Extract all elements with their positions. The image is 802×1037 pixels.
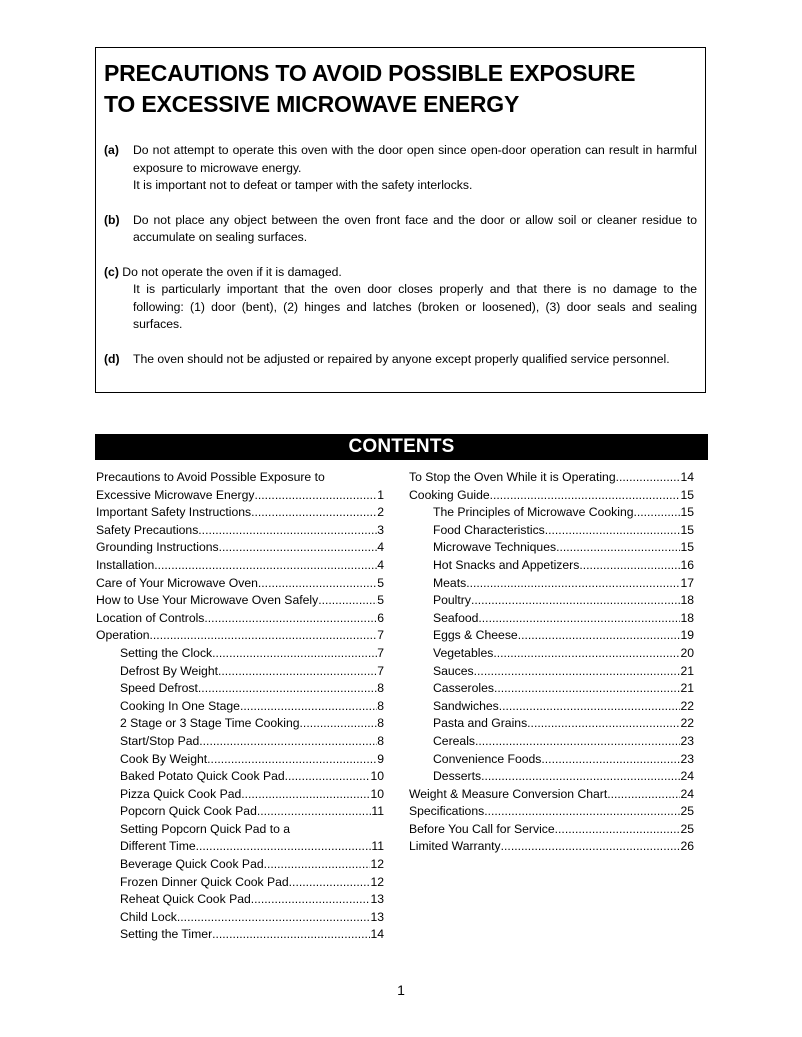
toc-entry-title: Food Characteristics xyxy=(433,522,545,537)
toc-entry-title: Cooking Guide xyxy=(409,487,490,502)
toc-entry-title: Different Time xyxy=(120,839,196,854)
toc-entry[interactable] xyxy=(96,751,384,769)
toc-entry-page: 1 xyxy=(377,487,384,502)
toc-dot-leader xyxy=(527,715,680,733)
toc-entry-title: Popcorn Quick Cook Pad xyxy=(120,804,257,819)
toc-entry-title: Beverage Quick Cook Pad xyxy=(120,857,264,872)
precaution-text: Do not attempt to operate this oven with the door open since open-door operation can result in harmful exposure to microwave energy. xyxy=(133,143,697,175)
toc-dot-leader xyxy=(198,680,377,698)
toc-dot-leader xyxy=(199,733,377,751)
precaution-label: (c) xyxy=(104,264,119,279)
toc-entry-page: 12 xyxy=(370,874,384,889)
toc-entry-title: Setting the Timer xyxy=(120,927,213,942)
toc-entry[interactable] xyxy=(96,768,384,786)
toc-dot-leader xyxy=(241,786,370,804)
toc-entry[interactable] xyxy=(409,698,694,716)
toc-dot-leader xyxy=(634,504,681,522)
toc-entry-page: 3 xyxy=(377,522,384,537)
toc-entry-page: 26 xyxy=(680,839,694,854)
toc-dot-leader xyxy=(204,610,377,628)
toc-entry-page: 19 xyxy=(680,628,694,643)
toc-entry-page: 8 xyxy=(377,681,384,696)
toc-dot-leader xyxy=(212,645,377,663)
toc-dot-leader xyxy=(471,592,681,610)
toc-entry-title: How to Use Your Microwave Oven Safely xyxy=(96,593,319,608)
toc-entry[interactable] xyxy=(96,645,384,663)
contents-heading: CONTENTS xyxy=(95,434,708,460)
toc-right-column xyxy=(409,469,694,856)
toc-entry-page: 14 xyxy=(370,927,384,942)
toc-entry[interactable] xyxy=(96,803,384,821)
toc-entry-page: 21 xyxy=(680,663,694,678)
toc-dot-leader xyxy=(579,557,680,575)
toc-entry-title: Care of Your Microwave Oven xyxy=(96,575,258,590)
toc-dot-leader xyxy=(257,803,372,821)
toc-entry-title: Sandwiches xyxy=(433,698,499,713)
precautions-box xyxy=(95,47,706,393)
toc-entry-title: Pasta and Grains xyxy=(433,716,528,731)
toc-entry[interactable] xyxy=(409,768,694,786)
toc-entry[interactable] xyxy=(96,926,384,944)
toc-dot-leader xyxy=(499,698,681,716)
toc-dot-leader xyxy=(484,803,680,821)
toc-entry[interactable] xyxy=(409,487,694,505)
toc-entry-title: Setting the Clock xyxy=(120,645,213,660)
toc-dot-leader xyxy=(466,575,680,593)
toc-entry[interactable] xyxy=(409,680,694,698)
toc-entry-title: Casseroles xyxy=(433,681,494,696)
precaution-label: (a) xyxy=(104,143,119,157)
precaution-text: Do not place any object between the oven front face and the door or allow soil or cleaner residue to accumulate on sealing surfaces. xyxy=(133,212,697,244)
toc-dot-leader xyxy=(481,768,680,786)
toc-entry[interactable] xyxy=(409,557,694,575)
toc-entry[interactable] xyxy=(409,803,694,821)
toc-entry-title: Reheat Quick Cook Pad xyxy=(120,892,251,907)
toc-dot-leader xyxy=(493,645,680,663)
toc-entry[interactable] xyxy=(96,663,384,681)
toc-entry-title: Sauces xyxy=(433,663,474,678)
toc-entry-title: Setting Popcorn Quick Pad to a xyxy=(120,821,291,836)
toc-entry[interactable] xyxy=(409,522,694,540)
toc-entry-page: 24 xyxy=(680,786,694,801)
toc-entry-page: 8 xyxy=(377,698,384,713)
toc-entry[interactable] xyxy=(409,786,694,804)
toc-entry[interactable] xyxy=(409,645,694,663)
toc-dot-leader xyxy=(494,680,680,698)
toc-entry-title: Baked Potato Quick Cook Pad xyxy=(120,769,285,784)
toc-dot-leader xyxy=(258,575,377,593)
toc-entry[interactable] xyxy=(96,715,384,733)
toc-entry-page: 23 xyxy=(680,733,694,748)
toc-entry[interactable] xyxy=(96,874,384,892)
toc-entry[interactable] xyxy=(96,627,384,645)
toc-entry-page: 10 xyxy=(370,769,384,784)
toc-dot-leader xyxy=(212,926,370,944)
toc-entry[interactable] xyxy=(96,469,384,487)
toc-entry[interactable] xyxy=(409,610,694,628)
toc-entry-page: 22 xyxy=(680,716,694,731)
toc-entry[interactable] xyxy=(96,610,384,628)
toc-entry[interactable] xyxy=(96,680,384,698)
toc-dot-leader xyxy=(255,487,378,505)
toc-entry-page: 13 xyxy=(370,892,384,907)
toc-entry[interactable] xyxy=(96,575,384,593)
toc-dot-leader xyxy=(518,627,681,645)
toc-entry[interactable] xyxy=(96,487,384,505)
toc-entry-title: Installation xyxy=(96,557,155,572)
precaution-item-c xyxy=(104,264,697,334)
toc-dot-leader xyxy=(300,715,378,733)
toc-entry-page: 4 xyxy=(377,540,384,555)
toc-entry[interactable] xyxy=(96,821,384,839)
precaution-item-b xyxy=(104,212,697,247)
toc-entry-title: Hot Snacks and Appetizers xyxy=(433,557,580,572)
toc-entry[interactable] xyxy=(409,627,694,645)
precaution-label: (b) xyxy=(104,212,120,227)
precaution-text: Do not operate the oven if it is damaged. xyxy=(122,264,342,279)
toc-entry-page: 4 xyxy=(377,557,384,572)
toc-dot-leader xyxy=(198,522,377,540)
precaution-item-a xyxy=(104,142,697,195)
toc-entry-page: 11 xyxy=(371,804,384,819)
toc-entry-page: 21 xyxy=(680,681,694,696)
toc-entry[interactable] xyxy=(96,557,384,575)
toc-entry-title: Frozen Dinner Quick Cook Pad xyxy=(120,874,289,889)
toc-entry-title: Precautions to Avoid Possible Exposure to xyxy=(96,470,325,484)
toc-entry-page: 8 xyxy=(377,716,384,731)
toc-entry-title: Limited Warranty xyxy=(409,839,501,854)
toc-dot-leader xyxy=(150,627,378,645)
toc-entry-title: The Principles of Microwave Cooking xyxy=(433,505,634,520)
toc-entry-page: 25 xyxy=(680,821,694,836)
toc-entry-page: 24 xyxy=(680,769,694,784)
toc-entry-page: 5 xyxy=(377,593,384,608)
toc-entry-page: 17 xyxy=(680,575,694,590)
toc-entry[interactable] xyxy=(96,786,384,804)
toc-entry-page: 18 xyxy=(680,610,694,625)
toc-entry-title: Desserts xyxy=(433,769,482,784)
toc-entry[interactable] xyxy=(96,733,384,751)
toc-entry-title: To Stop the Oven While it is Operating xyxy=(409,470,616,484)
toc-dot-leader xyxy=(154,557,377,575)
toc-dot-leader xyxy=(475,733,680,751)
toc-entry-title: Grounding Instructions xyxy=(96,540,219,555)
toc-entry-title: Important Safety Instructions xyxy=(96,505,252,520)
toc-dot-leader xyxy=(285,768,371,786)
page-number: 1 xyxy=(397,982,405,998)
toc-dot-leader xyxy=(478,610,680,628)
toc-dot-leader xyxy=(501,838,681,856)
toc-entry-page: 7 xyxy=(377,645,384,660)
toc-entry-title: Weight & Measure Conversion Chart xyxy=(409,786,608,801)
toc-entry-title: Convenience Foods xyxy=(433,751,542,766)
toc-entry-title: Location of Controls xyxy=(96,610,205,625)
toc-dot-leader xyxy=(218,663,377,681)
toc-dot-leader xyxy=(251,891,371,909)
toc-entry[interactable] xyxy=(409,733,694,751)
toc-entry[interactable] xyxy=(409,821,694,839)
toc-entry-page: 15 xyxy=(680,522,694,537)
toc-entry[interactable] xyxy=(409,592,694,610)
toc-entry-page: 23 xyxy=(680,751,694,766)
toc-entry-title: Seafood xyxy=(433,610,479,625)
toc-entry-title: Cooking In One Stage xyxy=(120,698,240,713)
toc-entry-page: 12 xyxy=(370,857,384,872)
toc-entry-page: 15 xyxy=(680,505,694,520)
toc-entry[interactable] xyxy=(96,909,384,927)
toc-entry-page: 10 xyxy=(370,786,384,801)
toc-entry-page: 25 xyxy=(680,804,694,819)
toc-entry[interactable] xyxy=(409,539,694,557)
toc-entry-title: Speed Defrost xyxy=(120,681,198,696)
toc-entry-page: 18 xyxy=(680,593,694,608)
toc-entry-title: Poultry xyxy=(433,593,471,608)
toc-entry-page: 11 xyxy=(371,839,384,854)
toc-entry-title: Cereals xyxy=(433,733,475,748)
toc-entry[interactable] xyxy=(409,575,694,593)
toc-entry[interactable] xyxy=(96,838,384,856)
toc-entry-title: Microwave Techniques xyxy=(433,540,557,555)
toc-dot-leader xyxy=(177,909,371,927)
toc-entry[interactable] xyxy=(409,663,694,681)
precaution-label: (d) xyxy=(104,351,120,366)
toc-dot-leader xyxy=(219,539,378,557)
toc-entry-page: 15 xyxy=(680,540,694,555)
toc-left-column xyxy=(96,469,384,944)
precaution-item-d xyxy=(104,351,697,369)
toc-entry[interactable] xyxy=(409,469,694,487)
toc-entry[interactable] xyxy=(409,504,694,522)
toc-entry[interactable] xyxy=(409,751,694,769)
toc-dot-leader xyxy=(264,856,371,874)
toc-entry-title: Before You Call for Service xyxy=(409,821,555,836)
toc-entry[interactable] xyxy=(96,856,384,874)
toc-entry-page: 6 xyxy=(377,610,384,625)
toc-dot-leader xyxy=(240,698,377,716)
toc-entry-page: 22 xyxy=(680,698,694,713)
precaution-extra: It is important not to defeat or tamper with the safety interlocks. xyxy=(133,178,473,192)
toc-entry[interactable] xyxy=(96,539,384,557)
toc-entry-title: Eggs & Cheese xyxy=(433,628,518,643)
toc-entry-page: 7 xyxy=(377,663,384,678)
toc-dot-leader xyxy=(196,838,372,856)
toc-dot-leader xyxy=(490,487,681,505)
toc-entry-page: 8 xyxy=(377,733,384,748)
toc-entry-title: Child Lock xyxy=(120,909,177,924)
toc-entry-title: Specifications xyxy=(409,804,485,819)
toc-entry-page: 16 xyxy=(680,557,694,572)
toc-dot-leader xyxy=(616,469,681,487)
toc-entry[interactable] xyxy=(96,698,384,716)
toc-dot-leader xyxy=(318,592,377,610)
precautions-title-line2: TO EXCESSIVE MICROWAVE ENERGY xyxy=(104,91,520,117)
toc-dot-leader xyxy=(289,874,371,892)
toc-dot-leader xyxy=(556,539,680,557)
toc-entry[interactable] xyxy=(96,891,384,909)
precautions-title xyxy=(104,58,697,120)
toc-dot-leader xyxy=(251,504,377,522)
toc-entry-title: Defrost By Weight xyxy=(120,663,218,678)
toc-entry-title: Meats xyxy=(433,575,467,590)
toc-entry-title: Start/Stop Pad xyxy=(120,733,200,748)
toc-entry[interactable] xyxy=(96,592,384,610)
toc-dot-leader xyxy=(541,751,680,769)
toc-entry-page: 5 xyxy=(377,575,384,590)
toc-entry[interactable] xyxy=(409,838,694,856)
toc-entry-title: Pizza Quick Cook Pad xyxy=(120,786,242,801)
toc-entry-title: Excessive Microwave Energy xyxy=(96,487,255,502)
toc-entry[interactable] xyxy=(96,522,384,540)
precaution-extra: It is particularly important that the oven door closes properly and that there is no damage to the following: (1) door (bent), (2) hinges and latches (broken or loosened), (3) door seals and sealing surfaces. xyxy=(133,282,697,331)
toc-dot-leader xyxy=(207,751,377,769)
toc-entry-title: Vegetables xyxy=(433,645,494,660)
toc-entry-page: 20 xyxy=(680,645,694,660)
toc-entry-title: Safety Precautions xyxy=(96,522,199,537)
toc-entry-title: Cook By Weight xyxy=(120,751,208,766)
toc-entry-page: 14 xyxy=(680,470,694,484)
toc-entry-page: 13 xyxy=(370,909,384,924)
toc-dot-leader xyxy=(607,786,680,804)
toc-entry-title: 2 Stage or 3 Stage Time Cooking xyxy=(120,716,300,731)
toc-entry-page: 7 xyxy=(377,628,384,643)
precautions-title-line1: PRECAUTIONS TO AVOID POSSIBLE EXPOSURE xyxy=(104,60,636,86)
toc-dot-leader xyxy=(545,522,681,540)
toc-entry[interactable] xyxy=(96,504,384,522)
toc-entry-title: Operation xyxy=(96,628,150,643)
toc-dot-leader xyxy=(555,821,681,839)
toc-entry[interactable] xyxy=(409,715,694,733)
toc-entry-page: 9 xyxy=(377,751,384,766)
toc-entry-page: 15 xyxy=(680,487,694,502)
toc-entry-page: 2 xyxy=(377,505,384,520)
toc-dot-leader xyxy=(474,663,681,681)
precaution-text: The oven should not be adjusted or repaired by anyone except properly qualified service personnel. xyxy=(133,351,670,366)
